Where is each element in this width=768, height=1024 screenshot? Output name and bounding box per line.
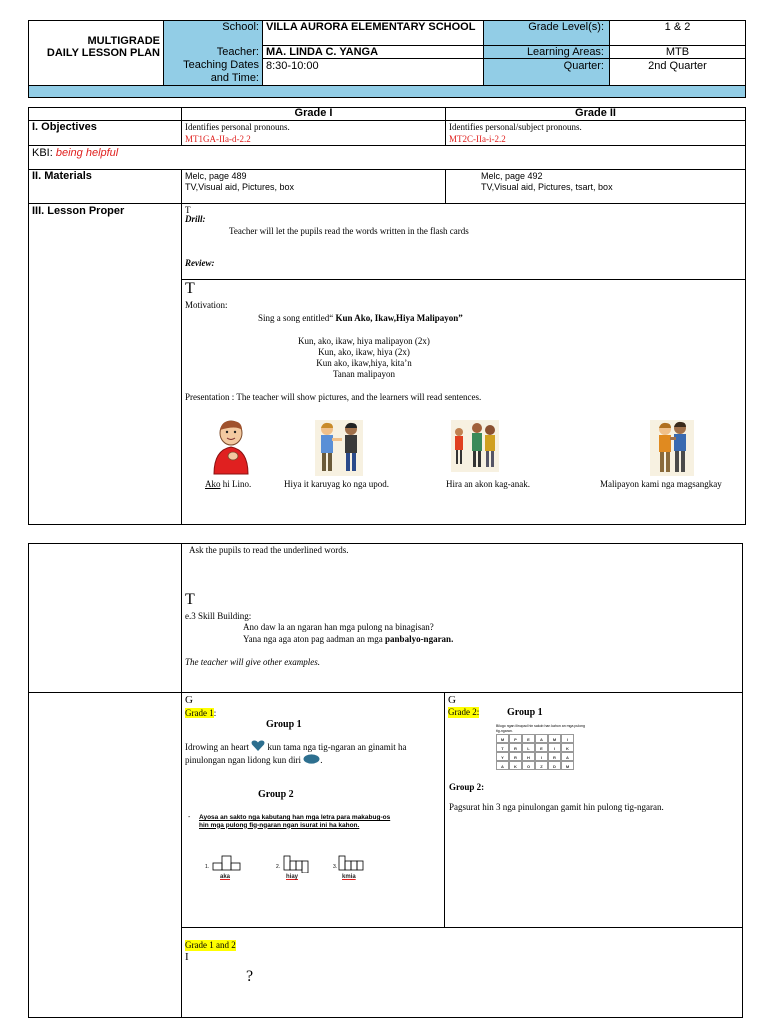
word-grid-cell: K — [561, 743, 574, 752]
word-grid-cell: K — [509, 761, 522, 770]
lyric-4: Tanan malipayon — [332, 369, 396, 379]
mat-g1-line2: TV,Visual aid, Pictures, box — [185, 182, 295, 192]
header-blue-band — [28, 85, 746, 98]
word-grid-cell: R — [548, 752, 561, 761]
g-letter-left: G — [185, 694, 193, 706]
obj-g1-code: MT1GA-IIa-d-2.2 — [185, 134, 251, 144]
word-grid-cell: D — [548, 761, 561, 770]
word-num-2: 2. — [276, 864, 281, 870]
word-grid-cell: Y — [496, 752, 509, 761]
pagsurat-text: Pagsurat hin 3 nga pinulongan gamit hin pulong tig-ngaran. — [449, 802, 664, 812]
word-grid-cell: E — [522, 734, 535, 743]
mat-g2-line1: Melc, page 492 — [481, 171, 543, 181]
drill-text: Teacher will let the pupils read the words written in the flash cards — [229, 226, 469, 236]
motivation-big-t: T — [185, 280, 195, 297]
idrowing-a: Idrowing an heart — [185, 742, 252, 752]
word-grid-cell: L — [522, 743, 535, 752]
obj-g2-text: Identifies personal/subject pronouns. — [449, 122, 582, 132]
song-line — [258, 313, 463, 324]
word-grid-cell: Z — [535, 761, 548, 770]
heart-icon — [251, 740, 265, 751]
kbi-label: KBI: — [32, 147, 53, 159]
word-grid-cell: A — [496, 761, 509, 770]
word-num-1: 1. — [205, 864, 210, 870]
grade1-heading: Grade I — [294, 107, 333, 119]
lyric-3: Kun ako, ikaw,hiya, kita’n — [316, 358, 412, 368]
word-grid-caption: Bilugo ngan ilinupad hin sakob han kahon an mga pulong tig-ngaran. — [496, 724, 585, 733]
areas-value: MTB — [665, 46, 690, 58]
group2-right-heading — [449, 782, 484, 793]
ask-text: Ask the pupils to read the underlined words. — [189, 545, 349, 555]
two-friends-picture — [315, 420, 363, 476]
header-title: MULTIGRADE DAILY LESSON PLAN — [46, 35, 160, 59]
word-grid-cell: I — [561, 734, 574, 743]
t2-left-top-cell — [28, 543, 182, 693]
skill-building-label: e.3 Skill Building: — [185, 611, 252, 621]
word-grid-cell: A — [535, 734, 548, 743]
caption-4: Malipayon kami nga magsangkay — [600, 479, 722, 489]
dates-label: Teaching Dates and Time: — [183, 59, 259, 84]
word-grid-cell: P — [509, 734, 522, 743]
word-grid-cell: R — [509, 743, 522, 752]
group2-right-text: Group 2 — [449, 782, 482, 792]
word-grid-cell: M — [561, 761, 574, 770]
kbi-row — [28, 145, 746, 170]
song-title: Kun Ako, Ikaw,Hiya Malipayon” — [335, 313, 463, 323]
word-num-3: 3. — [333, 864, 338, 870]
word-grid-cell: T — [496, 743, 509, 752]
t2-combined-cell — [181, 927, 743, 1018]
skill-question-1: Ano daw la an ngaran han mga pulong na binagisan? — [243, 622, 434, 632]
grade12-tag: Grade 1 and 2 — [185, 940, 236, 950]
grade1-tag-line — [185, 708, 216, 719]
mat-g2-line2: TV,Visual aid, Pictures, tsart, box — [481, 182, 613, 192]
grade-value: 1 & 2 — [664, 21, 691, 33]
family-picture — [451, 420, 499, 472]
word-grid-cell: I — [548, 743, 561, 752]
ayosa-instruction: Ayosa an sakto nga kabutang han mga letra para makabug-os hin mga pulong fig-ngaran ngan isurat ini ha kahon. — [199, 814, 391, 829]
word-grid-cell: O — [522, 761, 535, 770]
t2-left-bottom-cell — [28, 692, 182, 1018]
oval-icon — [303, 754, 323, 765]
lesson-drill-cell — [181, 203, 746, 280]
grade-label: Grade Level(s): — [528, 21, 604, 33]
lyric-2: Kun, ako, ikaw, hiya (2x) — [318, 347, 410, 357]
word-grid-cell: R — [509, 752, 522, 761]
q2-prefix: Yana nga aga aton pag aadman an mga — [243, 634, 386, 644]
boy-pointing-self-picture — [206, 418, 256, 476]
ayosa-dash: - — [188, 814, 191, 821]
idrowing-b: kun tama nga tig-ngaran an ginamit ha pinulongan ngan lidong kun diri — [185, 742, 407, 765]
caption-1-underlined: Ako — [205, 479, 221, 489]
word-grid-cell: A — [561, 752, 574, 761]
word-2: hiay — [286, 874, 299, 880]
word-grid-cell: H — [522, 752, 535, 761]
word-grid-cell: M — [496, 734, 509, 743]
t1-head-blank — [28, 107, 182, 121]
word-search-grid — [496, 734, 574, 770]
obj-g2-code: MT2C-IIa-i-2.2 — [449, 134, 506, 144]
word-grid-cell: E — [535, 743, 548, 752]
mat-g1-line1: Melc, page 489 — [185, 171, 247, 181]
caption-2: Hiya it karuyag ko nga upod. — [284, 479, 389, 489]
areas-label: Learning Areas: — [526, 46, 604, 58]
group1-left-heading: Group 1 — [266, 719, 302, 730]
grade1-tag: Grade 1 — [185, 708, 214, 718]
caption-3: Hira an akon kag-anak. — [446, 479, 530, 489]
grade2-heading: Grade II — [575, 107, 616, 119]
objectives-label: I. Objectives — [32, 121, 97, 133]
quarter-value: 2nd Quarter — [648, 60, 707, 72]
q2-bold: panbalyo-ngaran. — [385, 634, 454, 644]
skill-t-letter: T — [185, 591, 195, 608]
skill-question-2 — [243, 634, 453, 645]
grade1-colon: : — [213, 708, 217, 718]
kbi-line — [32, 147, 118, 160]
word-boxes-2 — [283, 855, 315, 873]
presentation-text: Presentation : The teacher will show pictures, and the learners will read sentences. — [185, 392, 482, 402]
caption-1-rest: hi Lino. — [220, 479, 252, 489]
drill-label: Drill: — [185, 214, 206, 224]
school-label: School: — [222, 21, 259, 33]
caption-1 — [205, 479, 251, 490]
lesson-label-cell — [28, 203, 182, 525]
question-mark: ? — [246, 968, 254, 985]
motivation-label: Motivation: — [185, 300, 228, 310]
school-value: VILLA AURORA ELEMENTARY SCHOOL — [266, 21, 476, 33]
grade2-tag: Grade 2: — [448, 707, 480, 717]
obj-g1-text: Identifies personal pronouns. — [185, 122, 290, 132]
lyric-1: Kun, ako, ikaw, hiya malipayon (2x) — [298, 336, 430, 346]
word-3: kmia — [342, 874, 356, 880]
review-label: Review: — [185, 258, 215, 268]
t2-grade1-cell — [181, 692, 445, 928]
group1-right-heading: Group 1 — [507, 707, 543, 718]
word-boxes-3 — [338, 855, 370, 871]
t2-skill-cell — [181, 543, 743, 693]
kbi-value: being helpful — [55, 147, 119, 159]
happy-friends-picture — [650, 420, 694, 476]
group2-right-colon: : — [481, 782, 485, 792]
quarter-label: Quarter: — [563, 60, 604, 72]
dates-value: 8:30-10:00 — [266, 60, 319, 72]
word-boxes-1 — [212, 855, 242, 871]
group2-left-heading: Group 2 — [258, 789, 294, 800]
teacher-label: Teacher: — [216, 46, 259, 58]
teacher-value: MA. LINDA C. YANGA — [266, 46, 379, 58]
idrowing-period: . — [320, 755, 323, 765]
materials-label: II. Materials — [32, 170, 92, 182]
word-grid-cell: M — [548, 734, 561, 743]
i-letter: I — [185, 951, 189, 963]
lesson-t-letter: T — [185, 205, 191, 215]
word-grid-cell: I — [535, 752, 548, 761]
g-letter-right: G — [448, 694, 456, 706]
song-prefix: Sing a song entitled“ — [258, 313, 336, 323]
word-1: aka — [220, 874, 231, 880]
idrowing-text — [185, 740, 440, 767]
lesson-proper-label: III. Lesson Proper — [32, 205, 125, 217]
teacher-note: The teacher will give other examples. — [185, 657, 320, 667]
